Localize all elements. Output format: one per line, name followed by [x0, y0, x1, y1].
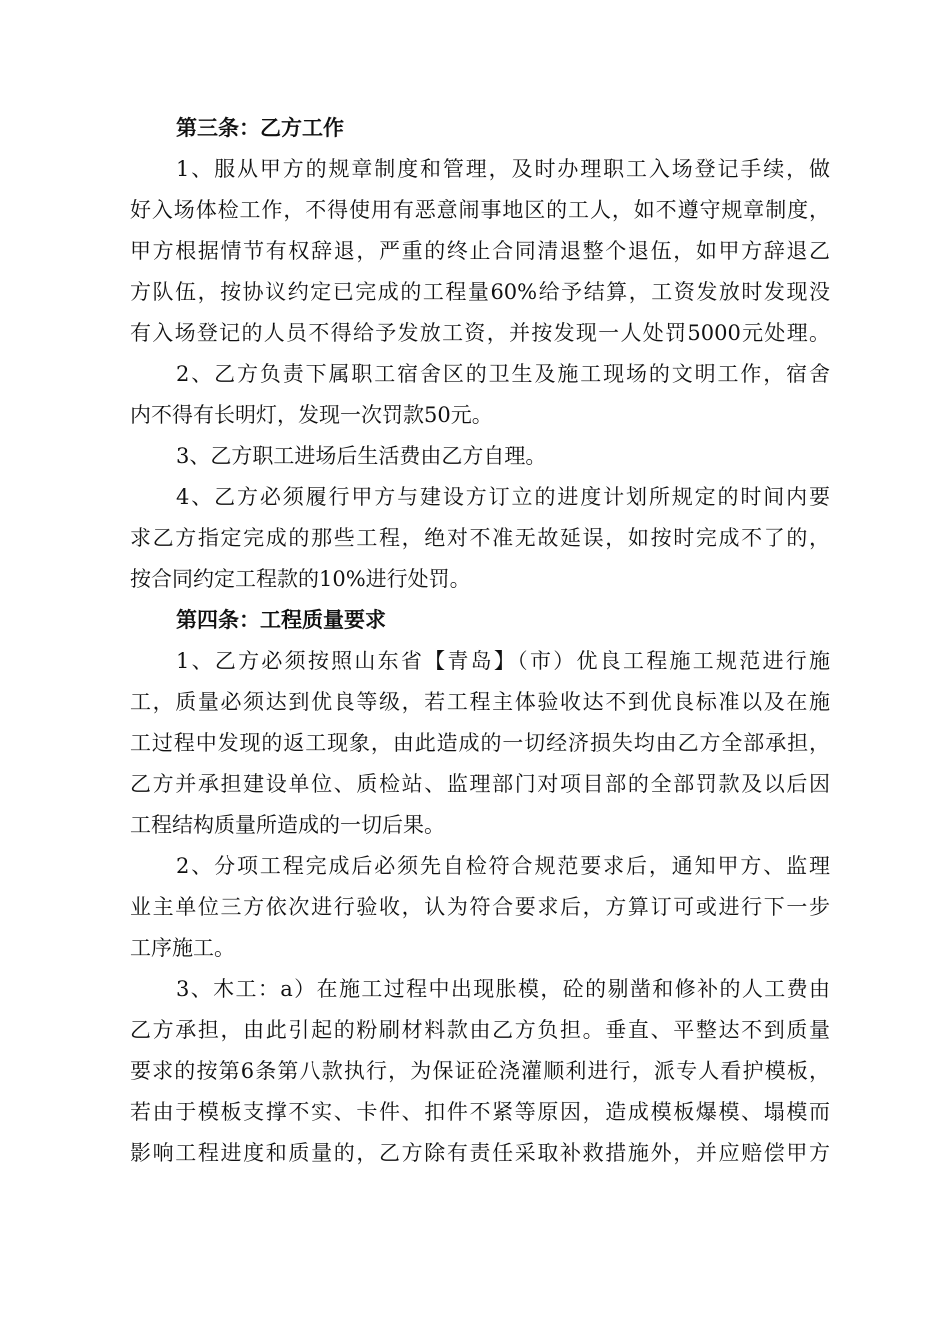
paragraph-line: 1、服从甲方的规章制度和管理，及时办理职工入场登记手续，做: [176, 157, 830, 181]
paragraph-line: 要求的按第6条第八款执行，为保证砼浇灌顺利进行，派专人看护模板，: [130, 1059, 830, 1083]
section-heading-article-3: 第三条：乙方工作: [176, 116, 344, 140]
paragraph-line: 若由于模板支撑不实、卡件、扣件不紧等原因，造成模板爆模、塌模而: [130, 1100, 830, 1124]
paragraph-line: 按合同约定工程款的10%进行处罚。: [130, 567, 471, 591]
paragraph-line: 求乙方指定完成的那些工程，绝对不准无故延误，如按时完成不了的，: [130, 526, 830, 550]
paragraph-line: 乙方并承担建设单位、质检站、监理部门对项目部的全部罚款及以后因: [130, 772, 830, 796]
paragraph-line: 工程结构质量所造成的一切后果。: [130, 813, 445, 837]
paragraph-line: 乙方承担，由此引起的粉刷材料款由乙方负担。垂直、平整达不到质量: [130, 1018, 830, 1042]
paragraph-line: 甲方根据情节有权辞退，严重的终止合同清退整个退伍，如甲方辞退乙: [130, 239, 830, 263]
paragraph-line: 工过程中发现的返工现象，由此造成的一切经济损失均由乙方全部承担，: [130, 731, 830, 755]
paragraph-3-3: [130, 436, 830, 477]
paragraph-3-1: [130, 149, 830, 354]
paragraph-line: 3、木工：a）在施工过程中出现胀模，砼的剔凿和修补的人工费由: [176, 977, 830, 1001]
paragraph-line: 2、分项工程完成后必须先自检符合规范要求后，通知甲方、监理: [176, 854, 830, 878]
paragraph-line: 方队伍，按协议约定已完成的工程量60%给予结算，工资发放时发现没: [130, 280, 830, 304]
paragraph-3-4: [130, 477, 830, 600]
paragraph-line: 2、乙方负责下属职工宿舍区的卫生及施工现场的文明工作，宿舍: [176, 362, 830, 386]
paragraph-4-3: [130, 969, 830, 1174]
paragraph-line: 影响工程进度和质量的，乙方除有责任采取补救措施外，并应赔偿甲方: [130, 1141, 830, 1165]
paragraph-line: 业主单位三方依次进行验收，认为符合要求后，方算订可或进行下一步: [130, 895, 830, 919]
paragraph-4-1: [130, 641, 830, 846]
paragraph-line: 工序施工。: [130, 936, 235, 960]
document-page: [130, 108, 830, 1174]
paragraph-line: 内不得有长明灯，发现一次罚款50元。: [130, 403, 493, 427]
paragraph-line: 工，质量必须达到优良等级，若工程主体验收达不到优良标准以及在施: [130, 690, 830, 714]
paragraph-3-2: [130, 354, 830, 436]
paragraph-line: 有入场登记的人员不得给予发放工资，并按发现一人处罚5000元处理。: [130, 321, 830, 345]
paragraph-4-2: [130, 846, 830, 969]
paragraph-line: 4、乙方必须履行甲方与建设方订立的进度计划所规定的时间内要: [176, 485, 830, 509]
paragraph-line: 3、乙方职工进场后生活费由乙方自理。: [176, 444, 547, 468]
paragraph-line: 1、乙方必须按照山东省【青岛】（市）优良工程施工规范进行施: [176, 649, 830, 673]
paragraph-line: 好入场体检工作，不得使用有恶意闹事地区的工人，如不遵守规章制度，: [130, 198, 830, 222]
section-heading-article-4: 第四条：工程质量要求: [176, 608, 386, 632]
